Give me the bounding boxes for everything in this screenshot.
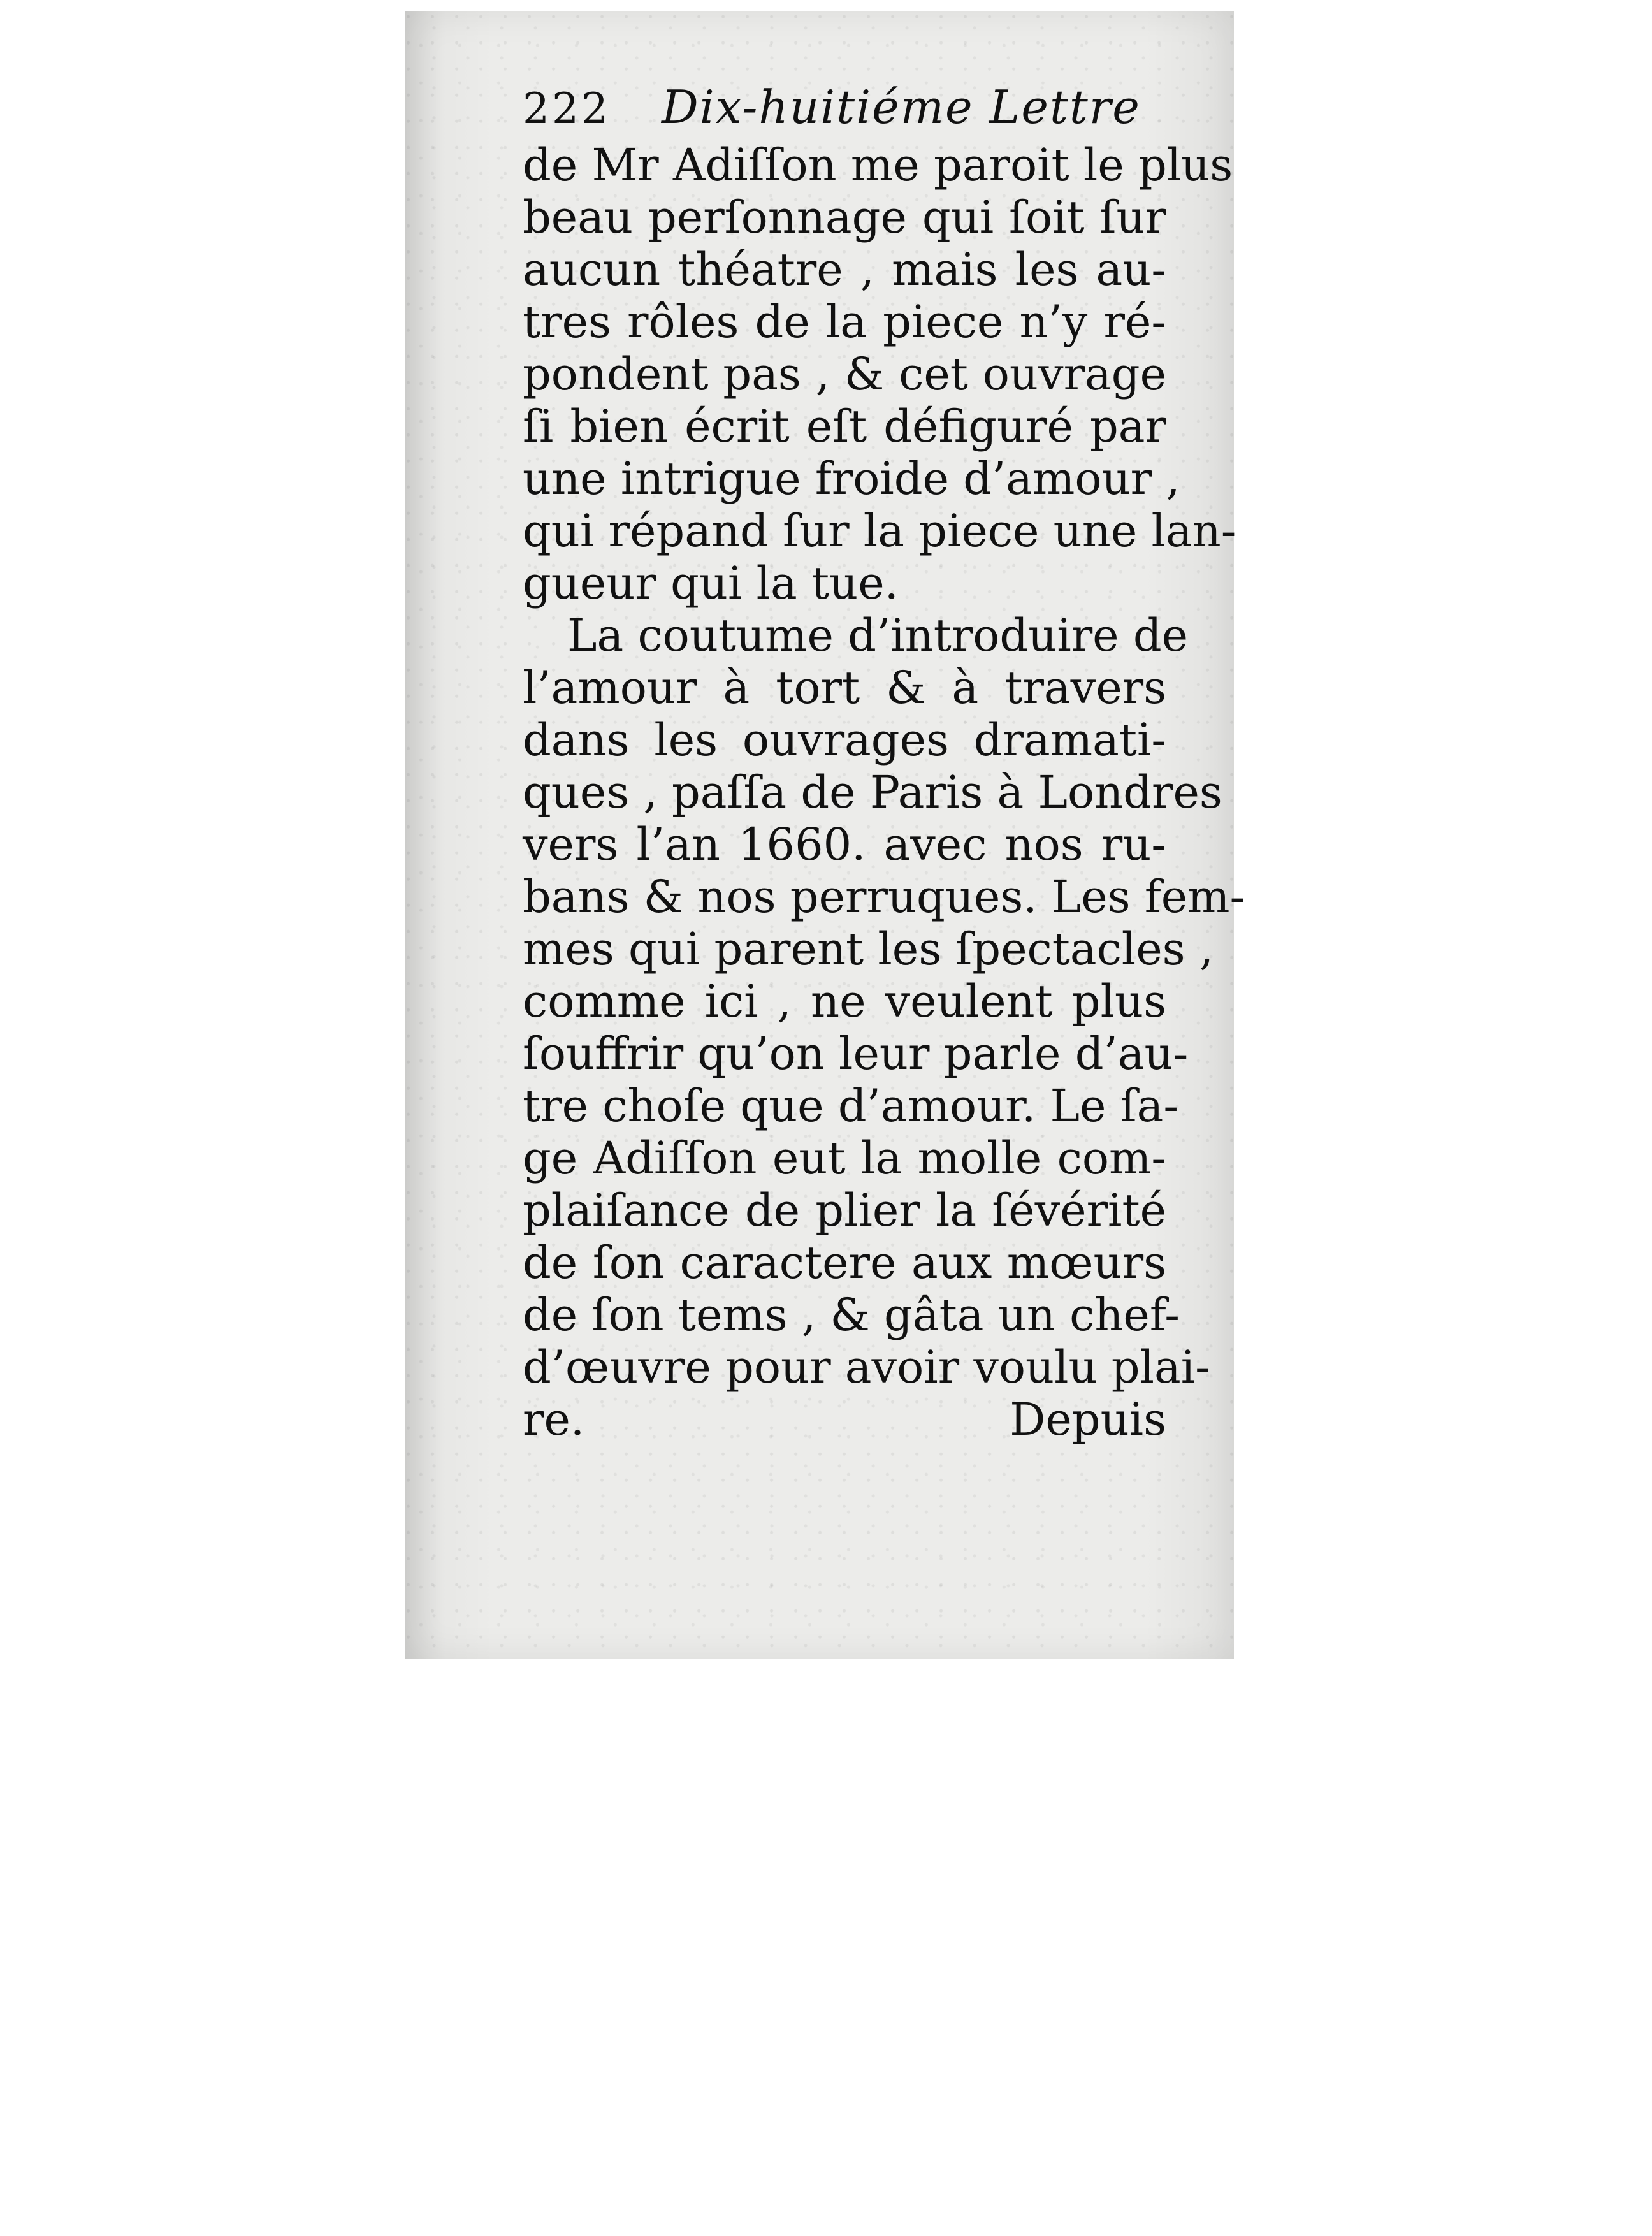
text-line: vers l’an 1660. avec nos ru- — [523, 818, 1166, 871]
running-title: Dix-huitiéme Lettre — [661, 80, 1141, 134]
running-head — [523, 75, 1166, 139]
text-line: de ſon caractere aux mœurs — [523, 1237, 1166, 1289]
text-line: de Mr Adiſſon me paroit le plus — [523, 139, 1233, 191]
text-line: qui répand ſur la piece une lan- — [523, 505, 1236, 557]
text-line: ſi bien écrit eſt défiguré par — [523, 400, 1166, 453]
text-line: pondent pas , & cet ouvrage — [523, 348, 1166, 400]
text-line: tre choſe que d’amour. Le ſa- — [523, 1080, 1178, 1132]
text-line: ge Adiſſon eut la molle com- — [523, 1132, 1166, 1184]
catchword: Depuis — [1010, 1393, 1166, 1446]
text-line: plaiſance de plier la ſévérité — [523, 1184, 1166, 1237]
text-line: bans & nos perruques. Les fem- — [523, 871, 1245, 923]
page-text — [523, 75, 1245, 1446]
text-line: une intrigue froide d’amour , — [523, 453, 1180, 505]
page-number: 222 — [523, 84, 611, 133]
text-line: de ſon tems , & gâta un chef- — [523, 1289, 1180, 1341]
final-line — [523, 1393, 1166, 1446]
text-line: mes qui parent les ſpectacles , — [523, 923, 1214, 975]
text-line: comme ici , ne veulent plus — [523, 975, 1166, 1027]
text-line: ques , paſſa de Paris à Londres — [523, 766, 1222, 818]
text-line: ſouffrir qu’on leur parle d’au- — [523, 1027, 1189, 1080]
text-line: aucun théatre , mais les au- — [523, 243, 1166, 296]
text-line: l’amour à tort & à travers — [523, 662, 1166, 714]
paragraph-first-line: La coutume d’introduire de — [567, 609, 1189, 662]
text-line: tres rôles de la piece n’y ré- — [523, 296, 1166, 348]
text-line: gueur qui la tue. — [523, 557, 899, 609]
final-line-text: re. — [523, 1393, 585, 1446]
text-line: dans les ouvrages dramati- — [523, 714, 1166, 766]
text-line: d’œuvre pour avoir voulu plai- — [523, 1341, 1210, 1393]
text-line: beau perſonnage qui ſoit ſur — [523, 191, 1166, 243]
